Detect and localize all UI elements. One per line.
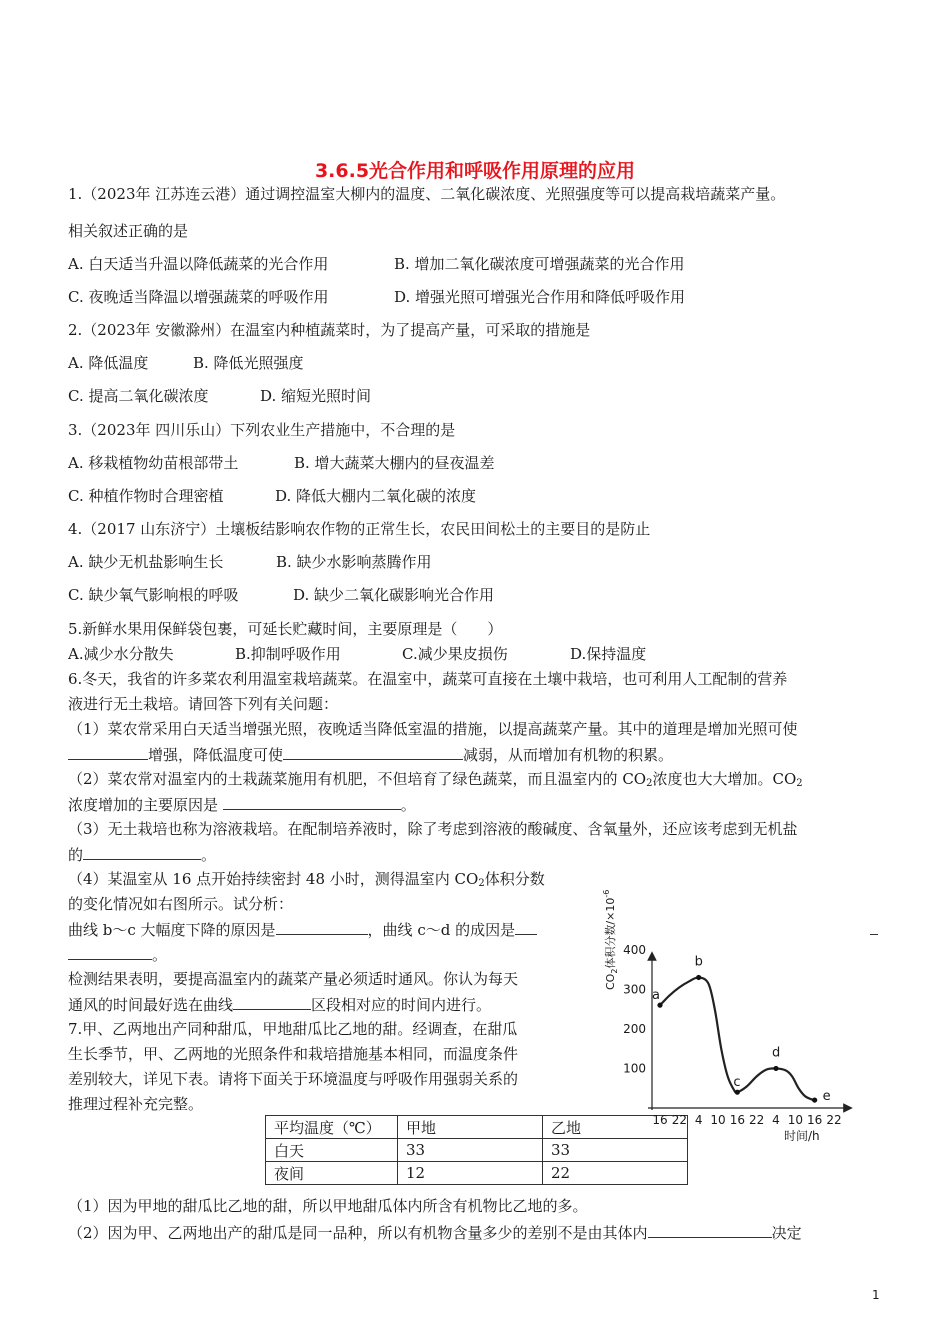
q6-p2-text2: 浓度也大大增加。CO	[652, 770, 797, 788]
co2-subscript: 2	[646, 778, 653, 789]
point-c	[735, 1090, 740, 1095]
q1-option-a: A. 白天适当升温以降低蔬菜的光合作用	[68, 255, 329, 273]
q1-stem-line2: 相关叙述正确的是	[68, 222, 189, 240]
table-cell: 33	[398, 1139, 543, 1162]
q7-line3: 差别较大，详见下表。请将下面关于环境温度与呼吸作用强弱关系的	[68, 1070, 519, 1088]
q7-statement-2	[68, 1222, 802, 1243]
q6-p4-text1: （4）某温室从 16 点开始持续密封 48 小时，测得温室内 CO	[68, 870, 479, 888]
q6-p1-line2	[68, 744, 673, 765]
table-cell: 22	[543, 1162, 688, 1185]
q7-s2-text1: （2）因为甲、乙两地出产的甜瓜是同一品种，所以有机物含量多少的差别不是由其体内	[68, 1224, 648, 1242]
q6-p1-blank2[interactable]	[283, 744, 463, 760]
y-axis-label	[602, 890, 619, 990]
q4-option-d: D. 缺少二氧化碳影响光合作用	[293, 586, 495, 604]
q4-stem: 4.（2017 山东济宁）土壤板结影响农作物的正常生长，农民田间松土的主要目的是防止	[68, 520, 651, 538]
q6-p2-blank[interactable]	[223, 794, 401, 810]
q1-option-c: C. 夜晚适当降温以增强蔬菜的呼吸作用	[68, 288, 329, 306]
q7-s2-blank[interactable]	[648, 1222, 772, 1238]
y-axis-label-pre: CO	[604, 973, 617, 990]
x-tick-label: 22	[671, 1113, 687, 1127]
q2-option-c: C. 提高二氧化碳浓度	[68, 387, 209, 405]
q1-stem-line1: 1.（2023年 江苏连云港）通过调控温室大柳内的温度、二氧化碳浓度、光照强度等可以提高栽培蔬菜产量。	[68, 185, 786, 203]
table-cell: 33	[543, 1139, 688, 1162]
q7-line1: 7.甲、乙两地出产同种甜瓜，甲地甜瓜比乙地的甜。经调查，在甜瓜	[68, 1020, 518, 1038]
page-title: 3.6.5光合作用和呼吸作用原理的应用	[314, 160, 636, 182]
q6-p2-line1	[68, 769, 803, 794]
q3-option-b: B. 增大蔬菜大棚内的昼夜温差	[294, 454, 495, 472]
q6-p4-text3: 曲线 b～c 大幅度下降的原因是	[68, 921, 276, 939]
point-label-c: c	[733, 1075, 741, 1091]
table-row	[266, 1162, 688, 1185]
q6-p4-line2: 的变化情况如右图所示。试分析：	[68, 895, 294, 913]
q6-p4-line1	[68, 869, 545, 894]
point-d	[773, 1066, 778, 1071]
q2-stem: 2.（2023年 安徽滁州）在温室内种植蔬菜时，为了提高产量，可采取的措施是	[68, 321, 591, 339]
q6-p4-line5: 检测结果表明，要提高温室内的蔬菜产量必须适时通风。你认为每天	[68, 970, 519, 988]
q7-line4: 推理过程补充完整。	[68, 1095, 204, 1113]
q6-p3-text1: 的	[68, 846, 84, 864]
table-header-cell: 乙地	[543, 1116, 688, 1139]
y-axis-label-post: 体积分数/×10	[604, 897, 617, 969]
co2-line-chart	[596, 878, 876, 1148]
q4-option-a: A. 缺少无机盐影响生长	[68, 553, 224, 571]
x-tick-label: 4	[772, 1113, 780, 1127]
q3-option-c: C. 种植作物时合理密植	[68, 487, 224, 505]
co2-subscript: 2	[478, 878, 485, 889]
q6-p4-blank2a[interactable]	[515, 919, 537, 935]
y-tick-label: 400	[623, 942, 646, 957]
q3-option-a: A. 移栽植物幼苗根部带土	[68, 454, 239, 472]
y-tick-label: 200	[623, 1021, 646, 1036]
q6-p2-text1: （2）菜农常对温室内的土栽蔬菜施用有机肥，不但培育了绿色蔬菜，而且温室内的 CO	[68, 770, 647, 788]
q6-p2-text4: 。	[400, 796, 416, 814]
q6-p3-line1: （3）无土栽培也称为溶液栽培。在配制培养液时，除了考虑到溶液的酸碱度、含氧量外，还应该考虑到无机盐	[68, 820, 798, 838]
page-number: 1	[872, 1288, 880, 1302]
q5-option-c: C.减少果皮损伤	[402, 645, 508, 663]
q4-option-b: B. 缺少水影响蒸腾作用	[276, 553, 432, 571]
q3-stem: 3.（2023年 四川乐山）下列农业生产措施中，不合理的是	[68, 421, 456, 439]
table-cell: 夜间	[266, 1162, 398, 1185]
x-tick-label: 16	[652, 1113, 668, 1127]
q7-s2-text2: 决定	[771, 1224, 802, 1242]
point-a	[657, 1003, 662, 1008]
q6-p4-blank2b[interactable]	[68, 944, 152, 960]
co2-subscript: 2	[796, 778, 803, 789]
q2-option-d: D. 缩短光照时间	[260, 387, 372, 405]
q6-p1-blank1[interactable]	[68, 744, 148, 760]
q6-p1-text1: 增强，降低温度可使	[148, 746, 284, 764]
x-axis-label: 时间/h	[784, 1129, 820, 1143]
x-tick-label: 22	[826, 1113, 842, 1127]
q6-p4-text5: 。	[152, 946, 168, 964]
q6-p4-line6	[68, 994, 491, 1015]
y-tick-label: 100	[623, 1061, 646, 1076]
q5-stem: 5.新鲜水果用保鲜袋包裹，可延长贮藏时间，主要原理是（ ）	[68, 620, 503, 638]
q6-p3-line2	[68, 844, 216, 865]
q7-statement-1: （1）因为甲地的甜瓜比乙地的甜，所以甲地甜瓜体内所含有机物比乙地的多。	[68, 1197, 588, 1215]
x-tick-label: 16	[729, 1113, 745, 1127]
table-header-cell: 平均温度（℃）	[266, 1116, 398, 1139]
q6-p4-line4	[68, 944, 167, 965]
q6-p4-text6: 通风的时间最好选在曲线	[68, 996, 234, 1014]
y-axis-label-exp: -6	[602, 889, 611, 898]
x-tick-label: 10	[710, 1113, 726, 1127]
point-label-e: e	[822, 1089, 831, 1105]
q2-option-a: A. 降低温度	[68, 354, 149, 372]
q7-line2: 生长季节，甲、乙两地的光照条件和栽培措施基本相同，而温度条件	[68, 1045, 519, 1063]
point-label-a: a	[652, 988, 660, 1004]
point-label-d: d	[772, 1045, 781, 1061]
q6-stem-line1: 6.冬天，我省的许多菜农利用温室栽培蔬菜。在温室中，蔬菜可直接在土壤中栽培，也可利用人工配制的营养	[68, 670, 788, 688]
q3-option-d: D. 降低大棚内二氧化碳的浓度	[275, 487, 477, 505]
x-tick-label: 16	[807, 1113, 823, 1127]
table-cell: 12	[398, 1162, 543, 1185]
q4-option-c: C. 缺少氧气影响根的呼吸	[68, 586, 239, 604]
q1-option-d: D. 增强光照可增强光合作用和降低呼吸作用	[394, 288, 686, 306]
x-tick-label: 10	[787, 1113, 803, 1127]
q6-stem-line2: 液进行无土栽培。请回答下列有关问题：	[68, 695, 339, 713]
y-tick-label: 300	[623, 982, 646, 997]
q6-p2-line2	[68, 794, 416, 815]
q6-p4-text4: ，曲线 c～d 的成因是	[367, 921, 516, 939]
y-axis-label-sub: 2	[610, 968, 619, 974]
q5-option-d: D.保持温度	[570, 645, 647, 663]
x-tick-label: 4	[694, 1113, 703, 1127]
table-cell: 白天	[266, 1139, 398, 1162]
point-label-b: b	[694, 954, 703, 970]
q6-p4-blank3[interactable]	[233, 994, 311, 1010]
x-ticks	[652, 1113, 841, 1127]
q6-p4-text7: 区段相对应的时间内进行。	[311, 996, 492, 1014]
q6-p4-blank1[interactable]	[276, 919, 368, 935]
x-tick-label: 22	[749, 1113, 765, 1127]
q6-p3-text2: 。	[201, 846, 217, 864]
q5-option-b: B.抑制呼吸作用	[235, 645, 341, 663]
q5-option-a: A.减少水分散失	[68, 645, 174, 663]
q6-p1-line1: （1）菜农常采用白天适当增强光照，夜晚适当降低室温的措施，以提高蔬菜产量。其中的道理是增加光照可使	[68, 720, 798, 738]
q6-p4-line3	[68, 919, 537, 940]
point-e	[812, 1097, 817, 1102]
y-ticks	[623, 943, 646, 1076]
table-header-cell: 甲地	[398, 1116, 543, 1139]
q6-p3-blank[interactable]	[83, 844, 201, 860]
q2-option-b: B. 降低光照强度	[193, 354, 304, 372]
curve-points	[652, 954, 831, 1104]
point-b	[696, 975, 701, 980]
q6-p4-text2: 体积分数	[484, 870, 545, 888]
q6-p1-text2: 减弱，从而增加有机物的积累。	[463, 746, 674, 764]
q1-option-b: B. 增加二氧化碳浓度可增强蔬菜的光合作用	[394, 255, 685, 273]
q6-p2-text3: 浓度增加的主要原因是	[68, 796, 219, 814]
